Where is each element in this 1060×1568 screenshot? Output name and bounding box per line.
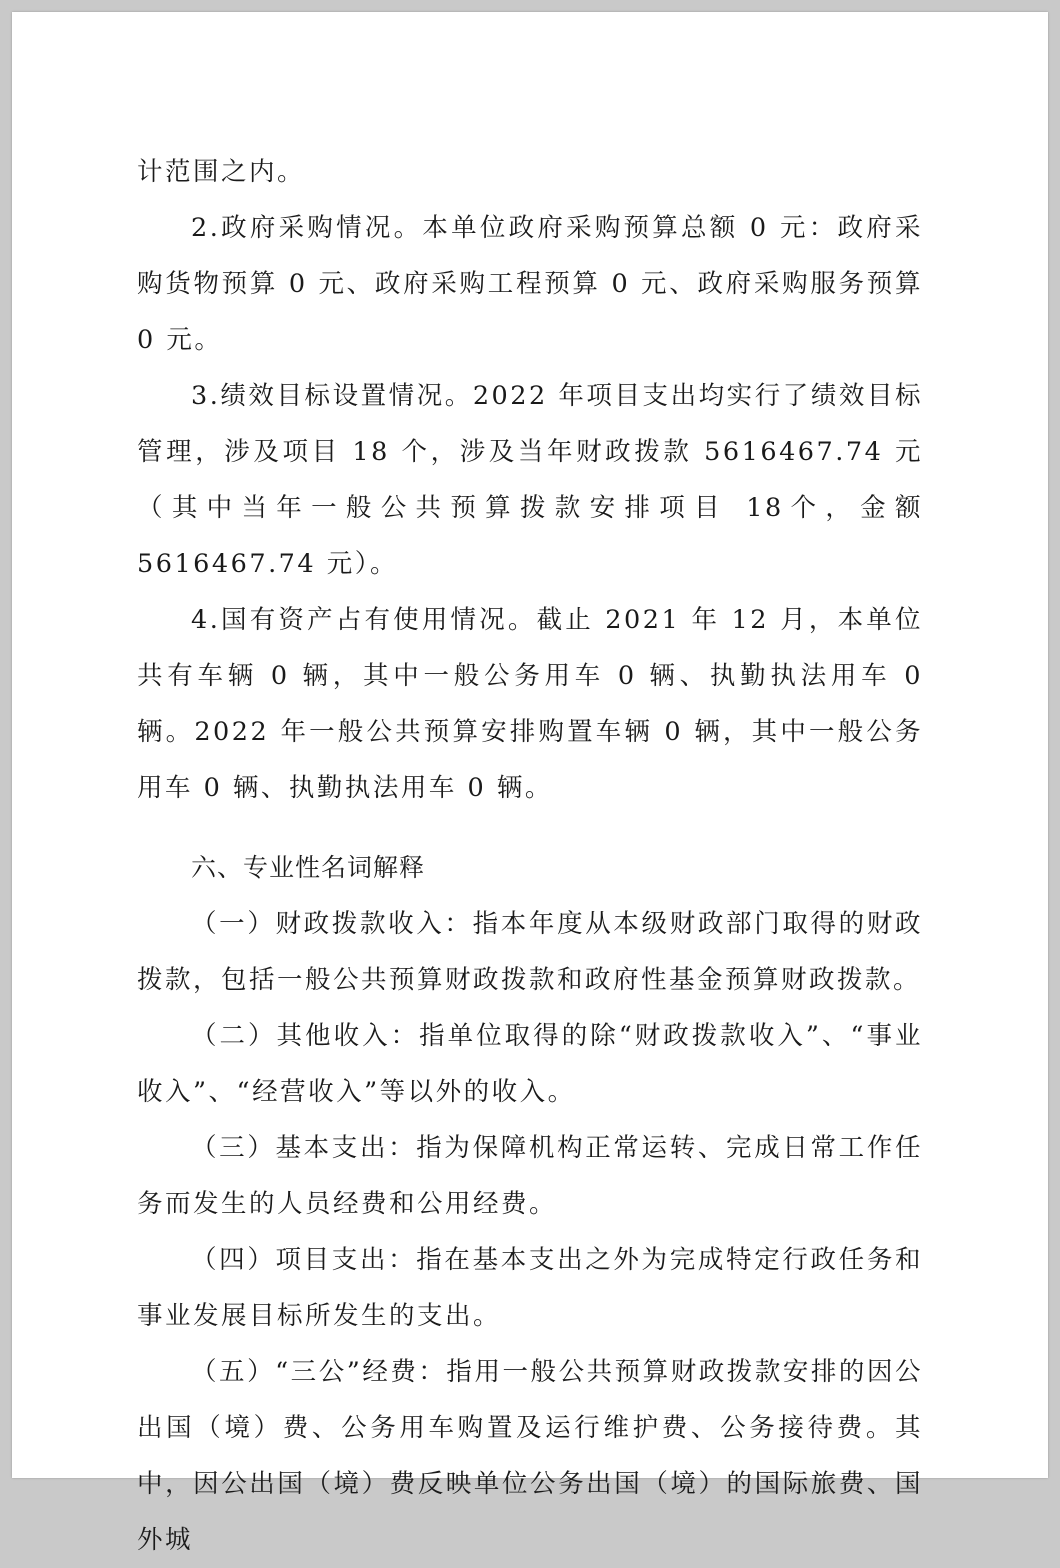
- definition-three-public-expenses: （五）“三公”经费：指用一般公共预算财政拨款安排的因公出国（境）费、公务用车购置及运行维护费、公务接待费。其中，因公出国（境）费反映单位公务出国（境）的国际旅费、国外城: [137, 1357, 923, 1555]
- definition-fiscal-appropriation-income: （一）财政拨款收入：指本年度从本级财政部门取得的财政拨款，包括一般公共预算财政拨款和政府性基金预算财政拨款。: [137, 909, 923, 995]
- definition-other-income: （二）其他收入：指单位取得的除“财政拨款收入”、“事业收入”、“经营收入”等以外的收入。: [137, 1021, 923, 1107]
- section-heading: 六、专业性名词解释: [191, 853, 426, 882]
- definition-project-expenditure: （四）项目支出：指在基本支出之外为完成特定行政任务和事业发展目标所发生的支出。: [137, 1245, 923, 1331]
- paragraph-government-procurement: 2.政府采购情况。本单位政府采购预算总额 0 元：政府采购货物预算 0 元、政府采购工程预算 0 元、政府采购服务预算 0 元。: [137, 213, 923, 355]
- paragraph-performance-targets: 3.绩效目标设置情况。2022 年项目支出均实行了绩效目标管理，涉及项目 18 个，涉及当年财政拨款 5616467.74 元（其中当年一般公共预算拨款安排项目 18个，金额 5616467.74 元）。: [137, 381, 923, 579]
- paragraph-state-assets: 4.国有资产占有使用情况。截止 2021 年 12 月，本单位共有车辆 0 辆，其中一般公务用车 0 辆、执勤执法用车 0 辆。2022 年一般公共预算安排购置车辆 0 辆，其中一般公务用车 0 辆、执勤执法用车 0 辆。: [137, 605, 923, 803]
- definition-basic-expenditure: （三）基本支出：指为保障机构正常运转、完成日常工作任务而发生的人员经费和公用经费。: [137, 1133, 923, 1219]
- document-page: [12, 12, 1048, 1555]
- paragraph-continuation: 计范围之内。: [137, 157, 306, 187]
- document-body: [137, 144, 923, 1568]
